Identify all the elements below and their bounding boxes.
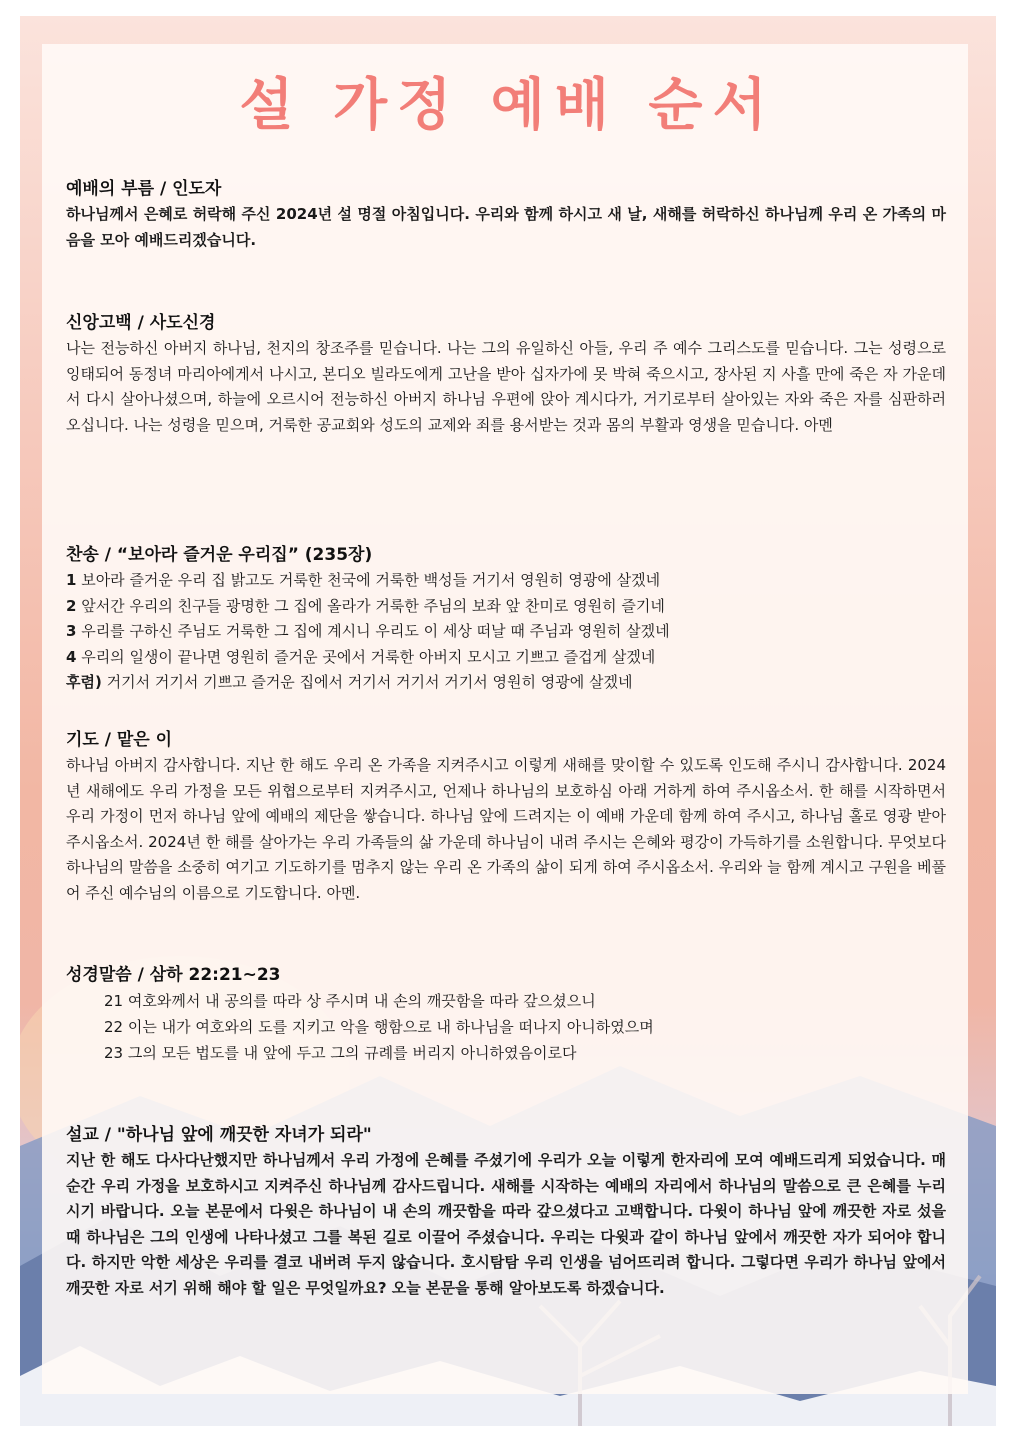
hymn-verse xyxy=(66,619,946,645)
scripture-verse: 23 그의 모든 법도를 내 앞에 두고 그의 규례를 버리지 아니하였음이로다 xyxy=(104,1044,577,1062)
section-text: 하나님 아버지 감사합니다. 지난 한 해도 우리 온 가족을 지켜주시고 이렇게 새해를 맞이할 수 있도록 인도해 주시니 감사합니다. 2024년 새해에도 우리 가정을 모든 위협으로부터 지켜주시고, 언제나 하나님의 보호하심 아래 거하게 하여 주시옵소서. 한 해를 시작하면서 우리 가정이 먼저 하나님 앞에 예배의 제단을 쌓습니다. 하나님 앞에 드려지는 이 예배 가운데 함께 하여 주시고, 하나님 홀로 영광 받아 주시옵소서. 2024년 한 해를 살아가는 우리 가족들의 삶 가운데 하나님이 내려 주시는 은혜와 평강이 가득하기를 소원합니다. 무엇보다 하나님의 말씀을 소중히 여기고 기도하기를 멈추지 않는 우리 온 가족의 삶이 되게 하여 주시옵소서. 우리와 늘 함께 계시고 구원을 베풀어 주신 예수님의 이름으로 기도합니다. 아멘. xyxy=(66,756,946,902)
hymn-verse-number: 4 xyxy=(66,647,77,666)
section-text: 나는 전능하신 아버지 하나님, 천지의 창조주를 믿습니다. 나는 그의 유일하신 아들, 우리 주 예수 그리스도를 믿습니다. 그는 성령으로 잉태되어 동정녀 마리아에게서 나시고, 본디오 빌라도에게 고난을 받아 십자가에 못 박혀 죽으시고, 장사된 지 사흘 만에 죽은 자 가운데서 다시 살아나셨으며, 하늘에 오르시어 전능하신 아버지 하나님 우편에 앉아 계시다가, 거기로부터 살아있는 자와 죽은 자를 심판하러 오십니다. 나는 성령을 믿으며, 거룩한 공교회와 성도의 교제와 죄를 용서받는 것과 몸의 부활과 영생을 믿습니다. 아멘 xyxy=(66,339,946,434)
hymn-verse xyxy=(66,645,946,671)
hymn-verse-number: 2 xyxy=(66,596,77,615)
hymn-verse-text: 우리의 일생이 끝나면 영원히 즐거운 곳에서 거룩한 아버지 모시고 기쁘고 즐겁게 살겠네 xyxy=(76,647,656,666)
hymn-verse-text: 거기서 거기서 기쁘고 즐거운 집에서 거기서 거기서 거기서 영원히 영광에 살겠네 xyxy=(101,673,633,691)
hymn-chorus xyxy=(66,670,946,696)
hymn-verse-number: 3 xyxy=(66,622,77,640)
section-scripture xyxy=(66,962,946,1066)
section-heading: 설교 / "하나님 앞에 깨끗한 자녀가 되라" xyxy=(66,1125,372,1145)
hymn-verse-number: 1 xyxy=(66,571,77,589)
section-heading: 예배의 부름 / 인도자 xyxy=(66,179,222,199)
hymn-verse-text: 우리를 구하신 주님도 거룩한 그 집에 계시니 우리도 이 세상 떠날 때 주님과 영원히 살겠네 xyxy=(76,622,670,640)
section-sermon xyxy=(66,1122,946,1301)
hymn-verse xyxy=(66,594,946,620)
hymn-verse-text: 보아라 즐거운 우리 집 밝고도 거룩한 천국에 거룩한 백성들 거기서 영원히 영광에 살겠네 xyxy=(76,571,661,589)
section-hymn xyxy=(66,542,946,696)
section-heading: 찬송 / “보아라 즐거운 우리집” (235장) xyxy=(66,545,373,565)
page-title: 설 가정 예배 순서 xyxy=(239,73,777,138)
hymn-verse-text: 앞서간 우리의 친구들 광명한 그 집에 올라가 거룩한 주님의 보좌 앞 찬미로 영원히 즐기네 xyxy=(76,596,665,615)
section-heading: 기도 / 맡은 이 xyxy=(66,730,173,750)
hymn-chorus-label: 후렴) xyxy=(66,673,102,691)
section-prayer xyxy=(66,727,946,906)
section-heading: 신앙고백 / 사도신경 xyxy=(66,313,216,333)
scripture-verse: 22 이는 내가 여호와의 도를 지키고 악을 행함으로 내 하나님을 떠나지 아니하였으며 xyxy=(104,1018,654,1036)
section-text: 하나님께서 은혜로 허락해 주신 2024년 설 명절 아침입니다. 우리와 함께 하시고 새 날, 새해를 허락하신 하나님께 우리 온 가족의 마음을 모아 예배드리겠습니다. xyxy=(66,205,946,249)
section-text: 지난 한 해도 다사다난했지만 하나님께서 우리 가정에 은혜를 주셨기에 우리가 오늘 이렇게 한자리에 모여 예배드리게 되었습니다. 매 순간 우리 가정을 보호하시고 지켜주신 하나님께 감사드립니다. 새해를 시작하는 예배의 자리에서 하나님의 말씀으로 큰 은혜를 누리시기 바랍니다. 오늘 본문에서 다윗은 하나님이 내 손의 깨끗함을 따라 갚으셨다고 고백합니다. 다윗이 하나님 앞에 깨끗한 자로 섰을 때 하나님은 그의 인생에 나타나셨고 그를 복된 길로 이끌어 주셨습니다. 우리는 다윗과 같이 하나님 앞에서 깨끗한 자가 되어야 합니다. 하지만 악한 세상은 우리를 결코 내버려 두지 않습니다. 호시탐탐 우리 인생을 넘어뜨리려 합니다. 그렇다면 우리가 하나님 앞에서 깨끗한 자로 서기 위해 해야 할 일은 무엇일까요? 오늘 본문을 통해 알아보도록 하겠습니다. xyxy=(66,1151,946,1297)
section-heading: 성경말씀 / 삼하 22:21~23 xyxy=(66,965,281,985)
section-call-to-worship xyxy=(66,176,946,253)
section-creed xyxy=(66,310,946,438)
scripture-verse: 21 여호와께서 내 공의를 따라 상 주시며 내 손의 깨끗함을 따라 갚으셨으니 xyxy=(104,992,596,1010)
hymn-verse xyxy=(66,568,946,594)
